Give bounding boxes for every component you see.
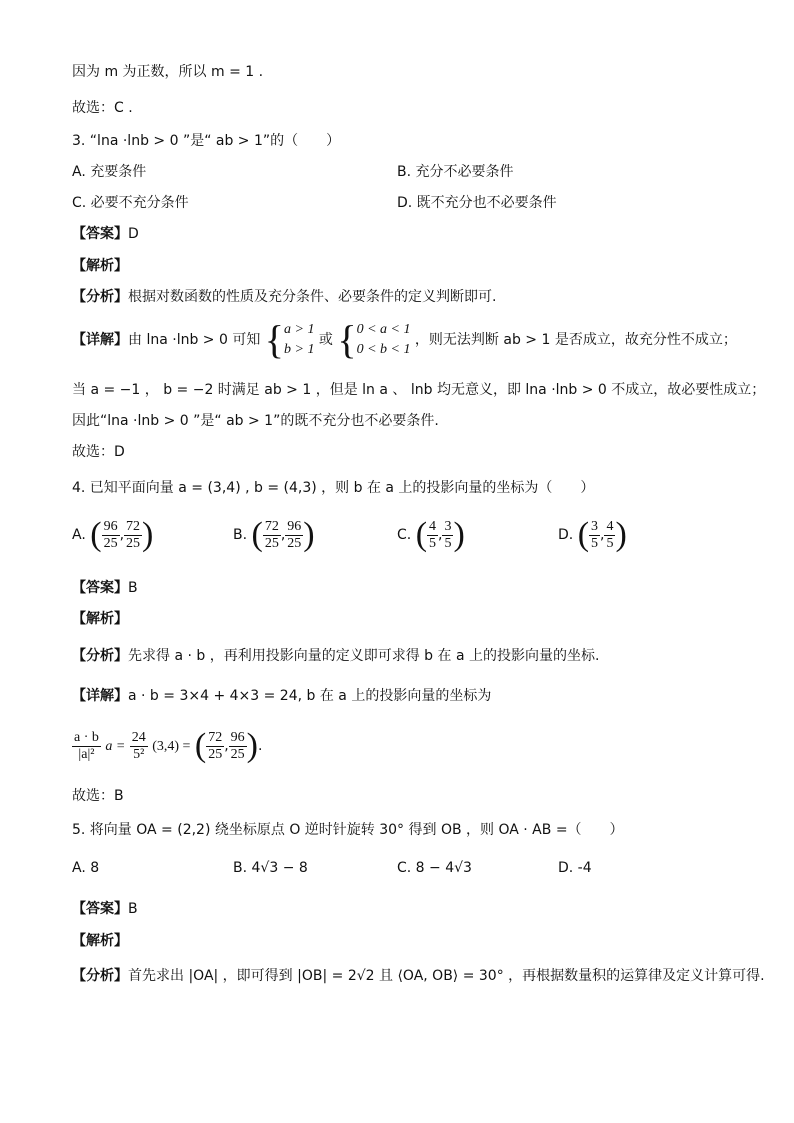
- question-4: 4. 已知平面向量 a = (3,4) , b = (4,3) ，则 b 在 a 上的投影向量的坐标为（ ）: [72, 480, 595, 496]
- analysis-tag: 【解析】: [72, 933, 128, 949]
- xiangjie-tag: 【详解】: [72, 688, 128, 704]
- detail-pre: 由 lna ·lnb > 0 可知: [128, 332, 261, 348]
- detail-line: [72, 318, 737, 362]
- text-line: 故选：C .: [72, 100, 133, 116]
- or-text: 或: [318, 332, 333, 348]
- text-line: 当 a = −1 ， b = −2 时满足 ab > 1 ，但是 ln a 、 lnb 均无意义，即 lna ·lnb > 0 不成立，故必要性成立；: [72, 382, 766, 398]
- q4-option-c: C. ( $\frac{4}{5}$ , $\frac{3}{5}$ ): [397, 516, 465, 553]
- answer-line: [72, 899, 138, 919]
- analysis-line: [72, 966, 765, 986]
- text-line: 故选：B: [72, 788, 124, 804]
- projection-formula: $\frac{a \cdot b}{\text{|a|²}}$ a = $\frac{24}{\text{5²}}$ (3,4) = ( $\frac{72}{25}$ , $\frac{96}{25}$ ).: [74, 727, 263, 764]
- fenxi-tag: 【分析】: [72, 648, 128, 664]
- q3-option-b: B. 充分不必要条件: [397, 164, 514, 180]
- q3-option-c: C. 必要不充分条件: [72, 195, 189, 211]
- analysis-tag: 【解析】: [72, 611, 128, 627]
- answer-value: B: [128, 580, 138, 596]
- q4-option-a: A. ( $\frac{96}{25}$ , $\frac{72}{25}$ ): [72, 516, 154, 553]
- q3-option-d: D. 既不充分也不必要条件: [397, 195, 557, 211]
- xiangjie-tag: 【详解】: [72, 332, 128, 348]
- text-line: 因为 m 为正数，所以 m = 1 .: [72, 64, 264, 80]
- answer-line: [72, 578, 138, 598]
- equation-system-2: { 0 < a < 1 0 < b < 1: [337, 316, 411, 362]
- answer-tag: 【答案】: [72, 226, 128, 242]
- fenxi-tag: 【分析】: [72, 968, 128, 984]
- q4-option-b: B. ( $\frac{72}{25}$ , $\frac{96}{25}$ ): [233, 516, 315, 553]
- text-line: 故选：D: [72, 444, 125, 460]
- detail-post: ，则无法判断 ab > 1 是否成立，故充分性不成立；: [414, 332, 737, 348]
- fenxi-text: 根据对数函数的性质及充分条件、必要条件的定义判断即可.: [128, 289, 497, 305]
- text-line: 因此“lna ·lnb > 0 ”是“ ab > 1”的既不充分也不必要条件.: [72, 413, 439, 429]
- fenxi-tag: 【分析】: [72, 289, 128, 305]
- detail-line: [72, 686, 491, 706]
- formula-fraction: $\frac{a \cdot b}{\text{|a|²}}$: [74, 729, 99, 762]
- answer-value: B: [128, 901, 138, 917]
- answer-tag: 【答案】: [72, 901, 128, 917]
- question-5: 5. 将向量 OA = (2,2) 绕坐标原点 O 逆时针旋转 30° 得到 OB ，则 OA · AB =（ ）: [72, 822, 624, 838]
- analysis-line: [72, 646, 599, 666]
- q5-option-a: A. 8: [72, 860, 100, 876]
- q3-option-a: A. 充要条件: [72, 164, 147, 180]
- answer-value: D: [128, 226, 139, 242]
- analysis-tag: 【解析】: [72, 258, 128, 274]
- detail-text: a · b = 3×4 + 4×3 = 24, b 在 a 上的投影向量的坐标为: [128, 688, 492, 704]
- fenxi-text: 先求得 a · b ，再利用投影向量的定义即可求得 b 在 a 上的投影向量的坐标.: [128, 648, 600, 664]
- question-3: 3. “lna ·lnb > 0 ”是“ ab > 1”的（ ）: [72, 133, 341, 149]
- q4-option-d: D. ( $\frac{3}{5}$ , $\frac{4}{5}$ ): [558, 516, 627, 553]
- answer-line: [72, 224, 139, 244]
- q5-option-d: D. -4: [558, 860, 592, 876]
- fenxi-text: 首先求出 |OA| ，即可得到 |OB| = 2√2 且 ⟨OA, OB⟩ = 30° ，再根据数量积的运算律及定义计算可得.: [128, 968, 765, 984]
- equation-system-1: { a > 1 b > 1: [264, 316, 315, 362]
- analysis-line: [72, 287, 496, 307]
- q5-option-b: B. 4√3 − 8: [233, 860, 308, 876]
- answer-tag: 【答案】: [72, 580, 128, 596]
- q5-option-c: C. 8 − 4√3: [397, 860, 472, 876]
